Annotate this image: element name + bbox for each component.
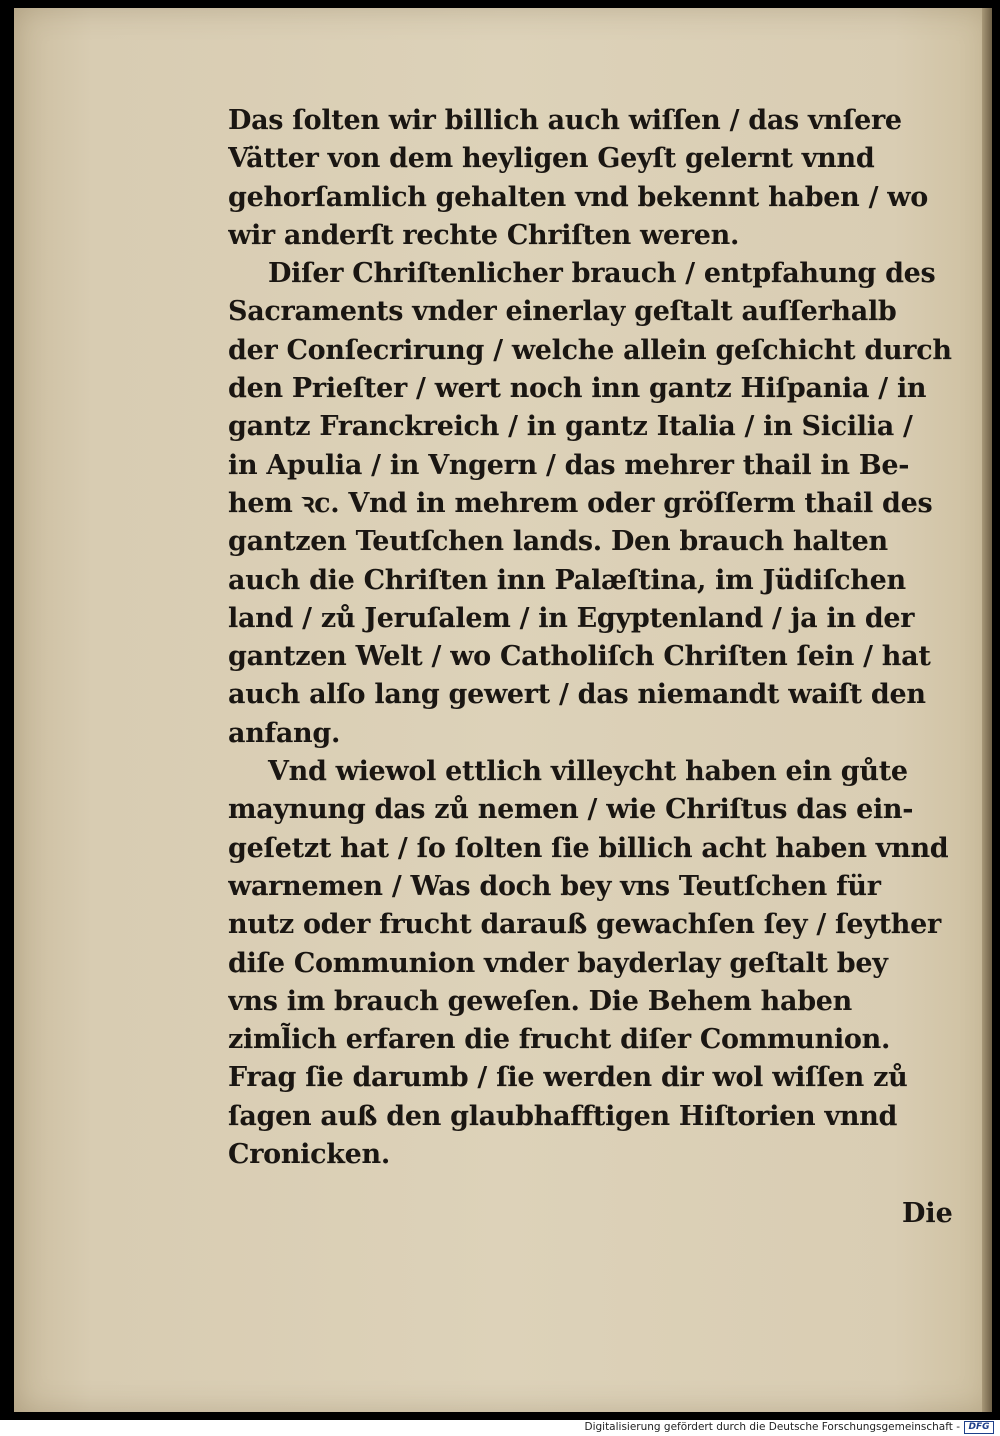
text-line: gehorſamlich gehalten vnd bekennt haben / wo bbox=[228, 181, 928, 213]
text-line: wir anderſt rechte Chriſten weren. bbox=[228, 219, 740, 251]
text-line: diſe Communion vnder bayderlay geſtalt bey bbox=[228, 947, 888, 979]
text-line: ziml̃ich erfaren die frucht diſer Communion. bbox=[228, 1024, 891, 1056]
text-line: anfang. bbox=[228, 717, 341, 749]
text-line: Frag ſie darumb / ſie werden dir wol wiſſen zů bbox=[228, 1062, 908, 1094]
text-line: auch alſo lang gewert / das niemandt waiſt den bbox=[228, 679, 926, 711]
text-line: Sacraments vnder einerlay geſtalt auſſerhalb bbox=[228, 296, 897, 328]
text-line: Das ſolten wir billich auch wiſſen / das vnſere bbox=[228, 105, 902, 136]
text-line: ſagen auß den glaubhafftigen Hiſtorien vnnd bbox=[228, 1100, 898, 1132]
text-line: Cronicken. bbox=[228, 1139, 390, 1171]
main-text-block bbox=[228, 102, 958, 1174]
footer-credit-text: Digitalisierung gefördert durch die Deutsche Forschungsgemeinschaft - bbox=[584, 1421, 960, 1433]
text-line: geſetzt hat / ſo ſolten ſie billich acht haben vnnd bbox=[228, 832, 949, 864]
text-line: land / zů Jeruſalem / in Egyptenland / ja in der bbox=[228, 602, 915, 634]
text-line: maynung das zů nemen / wie Chriſtus das ein- bbox=[228, 794, 914, 826]
text-line: vns im brauch geweſen. Die Behem haben bbox=[228, 985, 852, 1017]
text-line: Diſer Chriſtenlicher brauch / entpfahung des bbox=[268, 258, 936, 290]
dfg-logo[interactable]: DFG bbox=[964, 1421, 994, 1434]
text-line: auch die Chriſten inn Palæſtina, im Jüdiſchen bbox=[228, 564, 906, 596]
text-line: gantz Franckreich / in gantz Italia / in Sicilia / bbox=[228, 411, 913, 443]
catchword: Die bbox=[902, 1198, 953, 1229]
footer-bar bbox=[0, 1420, 1000, 1436]
text-line: nutz oder frucht darauß gewachſen ſey / ſeyther bbox=[228, 909, 941, 941]
text-line: den Prieſter / wert noch inn gantz Hiſpania / in bbox=[228, 373, 927, 405]
text-line: hem ꝛc. Vnd in mehrem oder gröſſerm thail des bbox=[228, 487, 933, 519]
text-line: gantzen Welt / wo Catholiſch Chriſten ſein / hat bbox=[228, 641, 931, 673]
page-edge bbox=[982, 8, 992, 1412]
text-line: in Apulia / in Vngern / das mehrer thail in Be- bbox=[228, 449, 910, 481]
text-line: warnemen / Was doch bey vns Teutſchen für bbox=[228, 870, 881, 902]
text-line: gantzen Teutſchen lands. Den brauch halten bbox=[228, 526, 888, 558]
text-line: Vätter von dem heyligen Geyſt gelernt vnnd bbox=[228, 143, 875, 175]
text-line: Vnd wiewol ettlich villeycht haben ein gůte bbox=[268, 756, 908, 788]
text-line: der Conſecrirung / welche allein geſchicht durch bbox=[228, 334, 952, 366]
